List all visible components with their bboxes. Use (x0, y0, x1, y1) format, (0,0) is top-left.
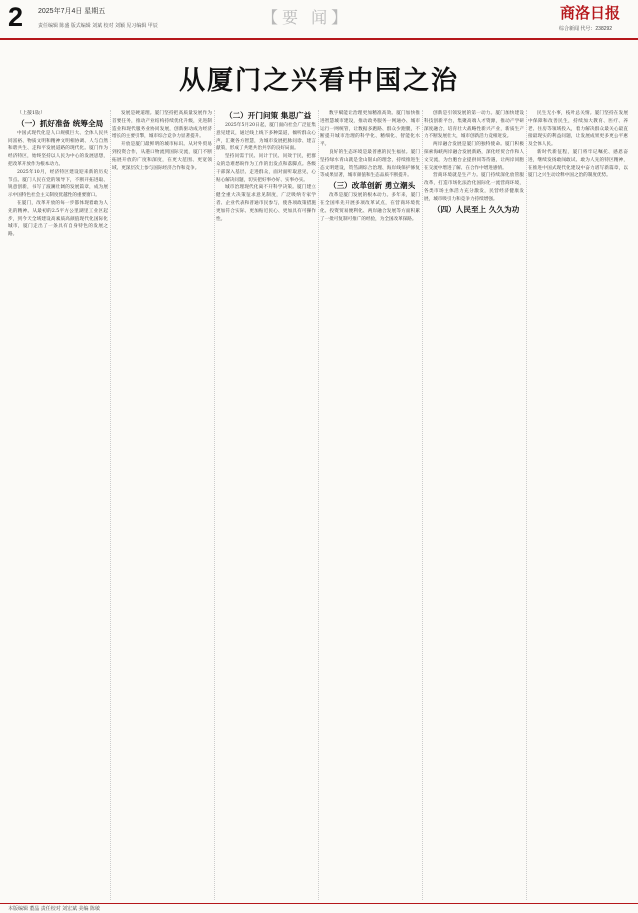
column-divider (526, 110, 527, 900)
section-heading: （三）改革创新 勇立潮头 (329, 181, 416, 191)
paragraph: 坚持问需于民、问计于民、问效于民，把群众的急难愁盼作为工作的出发点和落脚点。各级干部深入基层、走进群众，面对面听取意见，心贴心解决问题，切实把好事办好、实事办实。 (216, 154, 316, 183)
text-column (320, 110, 420, 905)
paragraph: 2025年5月20日起，厦门面向社会广泛征集意见建议，通过线上线下多种渠道，倾听群众心声，汇聚各方智慧，为城市发展把脉问诊、建言献策，形成了共建共治共享的良好局面。 (216, 123, 316, 152)
footer-credits: 本版编辑 董晶 责任校对 刘宏斌 美编 陈敏 (8, 906, 100, 912)
newspaper-logo: 商洛日报 (560, 4, 621, 22)
editor-line: 责任编辑 陈盛 版式编辑 刘斌 校对 刘颖 见习编辑 甲辰 (38, 23, 158, 29)
lead-note: （上接1版） (17, 110, 46, 116)
section-heading: （一）抓好准备 统筹全局 (17, 118, 104, 128)
column-divider (110, 110, 111, 900)
paragraph: 发展是硬道理。厦门坚持把高质量发展作为首要任务，推动产业结构持续优化升级，先进制造业和现代服务业协同发展，创新驱动成为经济增长的主要引擎，城市综合竞争力显著提升。 (112, 111, 212, 140)
paragraph: 民生无小事，枝叶总关情。厦门坚持在发展中保障和改善民生，持续加大教育、医疗、养老、住房等领域投入，着力解决群众最关心最直接最现实的利益问题，让发展成果更多更公平惠及全体人民。 (528, 111, 628, 148)
text-column (8, 110, 108, 905)
column-divider (422, 110, 423, 900)
paragraph: 中国式现代化是人口规模巨大、全体人民共同富裕、物质文明和精神文明相协调、人与自然和谐共生、走和平发展道路的现代化。厦门作为经济特区，始终坚持以人民为中心的发展思想，把改革开放作为根本动力。 (8, 130, 108, 167)
text-column (424, 110, 524, 905)
paragraph: 改革是厦门发展的根本动力。多年来，厦门在全国率先开展多项改革试点，在营商环境优化、投资贸易便利化、两岸融合发展等方面积累了一批可复制可推广的经验，为全国改革探路。 (320, 193, 420, 222)
section-heading: （二）开门问策 集思广益 (225, 111, 312, 120)
paragraph: 数字赋能让治理更加精准高效。厦门加快推进智慧城市建设，推动政务服务一网通办、城市运行一网统管，让数据多跑路、群众少跑腿，不断提升城市治理的科学化、精细化、智能化水平。 (320, 111, 420, 148)
page-number: 2 (8, 2, 24, 32)
paragraph: 新时代新征程，厦门将牢记嘱托、感恩奋进，继续发扬敢闯敢试、敢为人先的特区精神，在推进中国式现代化建设中奋力谱写新篇章，以厦门之兴生动诠释中国之治的制度优势。 (528, 149, 628, 179)
paragraph: 2025年10月，经济特区建设迎来新的历史节点。厦门人民在党的领导下，不断开拓进取、锐意创新，书写了波澜壮阔的发展篇章，成为展示中国特色社会主义制度优越性的重要窗口。 (8, 169, 108, 199)
paragraph: 营商环境就是生产力。厦门持续深化放管服改革，打造市场化法治化国际化一流营商环境，各类市场主体活力充分激发，民营经济健康发展，城市吸引力和竞争力持续增强。 (424, 173, 524, 202)
paragraph: 在厦门，改革开放的每一步都体现着敢为人先的精神。从最初的2.5平方公里湖里工业区起步，到今天全域建设高素质高颜值现代化国际化城市，厦门走出了一条具有自身特色的发展之路。 (8, 200, 108, 238)
paragraph: 创新是引领发展的第一动力。厦门加快建设科技创新平台，集聚高端人才资源，推动产学研深度融合，培育壮大战略性新兴产业，新质生产力不断发展壮大，城市创新活力竞相迸发。 (424, 111, 524, 140)
paragraph: 良好的生态环境是最普惠的民生福祉。厦门坚持绿水青山就是金山银山的理念，持续推进生态文明建设，筼筜湖综合治理、海岸线保护修复等成果显著，城市颜值和生态品质不断提升。 (320, 149, 420, 179)
column-divider (214, 110, 215, 900)
date-line: 2025年7月4日 星期五 (38, 8, 106, 15)
masthead (0, 0, 638, 40)
text-column (112, 110, 212, 905)
edition-line: 综合新闻 代号：238292 (559, 26, 613, 32)
text-column (528, 110, 628, 905)
section-heading: （四）人民至上 久久为功 (433, 204, 520, 214)
headline: 从厦门之兴看中国之治 (178, 66, 459, 96)
paragraph: 城市治理现代化离不开科学决策。厦门建立健全重大决策征求意见制度，广泛吸纳专家学者、企业代表和普通市民参与，使各项政策措施更加符合实际、更加贴近民心、更加具有可操作性。 (216, 185, 316, 222)
section-title: 【要 闻】 (262, 8, 352, 27)
paragraph: 两岸融合发展是厦门的独特使命。厦门积极探索海峡两岸融合发展新路，深化经贸合作和人文交流，为台胞台企提供同等待遇，让两岸同胞在交流中增进了解、在合作中增进感情。 (424, 142, 524, 171)
footer (0, 903, 638, 913)
text-column (216, 110, 316, 905)
column-divider (318, 110, 319, 900)
column-grid (0, 110, 638, 905)
paragraph: 开放是厦门最鲜明的城市标识。从对外贸易到投资合作，从港口物流到国际交流，厦门不断拓展开放的广度和深度，在更大范围、更宽领域、更深层次上参与国际经济合作和竞争。 (112, 142, 212, 171)
